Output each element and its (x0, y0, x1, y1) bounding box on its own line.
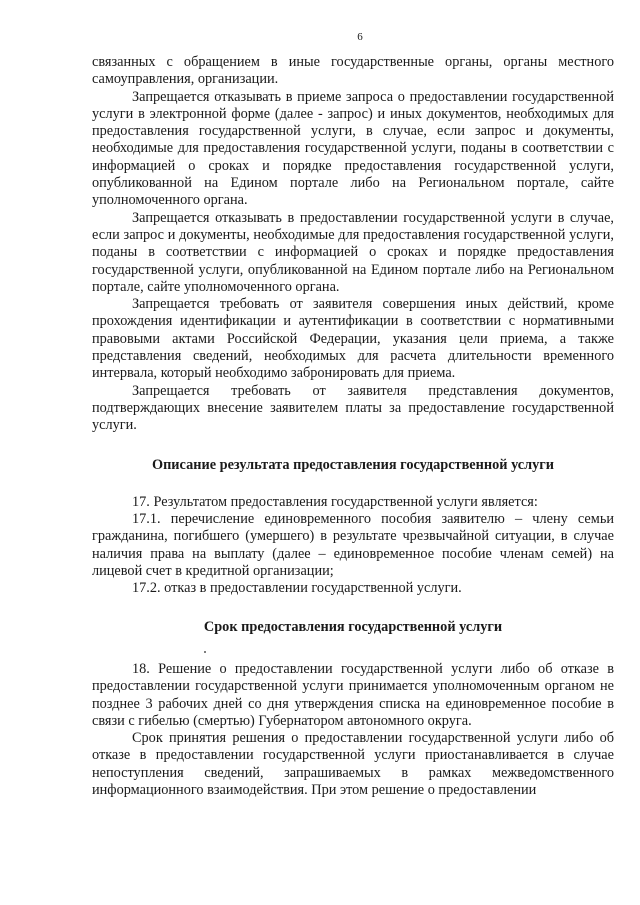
paragraph-decision-term: Срок принятия решения о предоставлении государственной услуги либо об отказе в предоставлении государственной услуги приостанавливается в случае непоступления сведений, запрашиваемых в рамках межведомственного информационного взаимодействия. При этом решение о предоставлении (92, 730, 614, 798)
paragraph-refusal-prohibition: Запрещается отказывать в предоставлении государственной услуги в случае, если запрос и документы, необходимые для предоставления государственной услуги, поданы в соответствии с информацией о сроках и порядке предоставления государственной услуги, опубликованной на Едином портале либо на Региональном портале, сайте уполномоченного органа. (92, 209, 614, 295)
paragraph-actions-prohibition: Запрещается требовать от заявителя совершения иных действий, кроме прохождения идентификации и аутентификации в соответствии с нормативными правовыми актами Российской Федерации, указания цели приема, а также представления сведений, необходимых для расчета длительности временного интервала, который необходимо забронировать для приема. (92, 296, 614, 382)
paragraph-17-2: 17.2. отказ в предоставлении государственной услуги. (132, 580, 462, 597)
heading-service-result: Описание результата предоставления государственной услуги (151, 456, 555, 473)
scan-dot (204, 651, 206, 653)
heading-service-term: Срок предоставления государственной услуги (203, 618, 503, 635)
paragraph-payment-documents: Запрещается требовать от заявителя представления документов, подтверждающих внесение заявителем платы за предоставление государственной услуги. (92, 382, 614, 434)
page-number: 6 (357, 31, 363, 43)
paragraph-electronic-request: Запрещается отказывать в приеме запроса о предоставлении государственной услуги в электронной форме (далее - запрос) и иных документов, необходимых для предоставления государственной услуги, в случае, если запрос и документы, необходимые для предоставления государственной услуги, поданы в соответствии с информацией о сроках и порядке предоставления государственной услуги, опубликованной на Едином портале либо на Региональном портале, сайте уполномоченного органа. (92, 88, 614, 209)
paragraph-17-1: 17.1. перечисление единовременного пособия заявителю – члену семьи гражданина, погибшего (умершего) в результате чрезвычайной ситуации, в случае наличия права на выплату (далее – единовременное пособие членам семей) на лицевой счет в кредитной организации; (92, 511, 614, 580)
paragraph-continuation: связанных с обращением в иные государственные органы, органы местного самоуправления, организации. (92, 54, 614, 88)
paragraph-17: 17. Результатом предоставления государственной услуги является: (132, 493, 538, 510)
paragraph-18: 18. Решение о предоставлении государственной услуги либо об отказе в предоставлении государственной услуги принимается уполномоченным органом не позднее 3 рабочих дней со дня утверждения списка на единовременное пособие в связи с гибелью (смертью) Губернатором автономного округа. (92, 660, 614, 729)
term-section (92, 661, 614, 799)
document-page (92, 30, 614, 799)
